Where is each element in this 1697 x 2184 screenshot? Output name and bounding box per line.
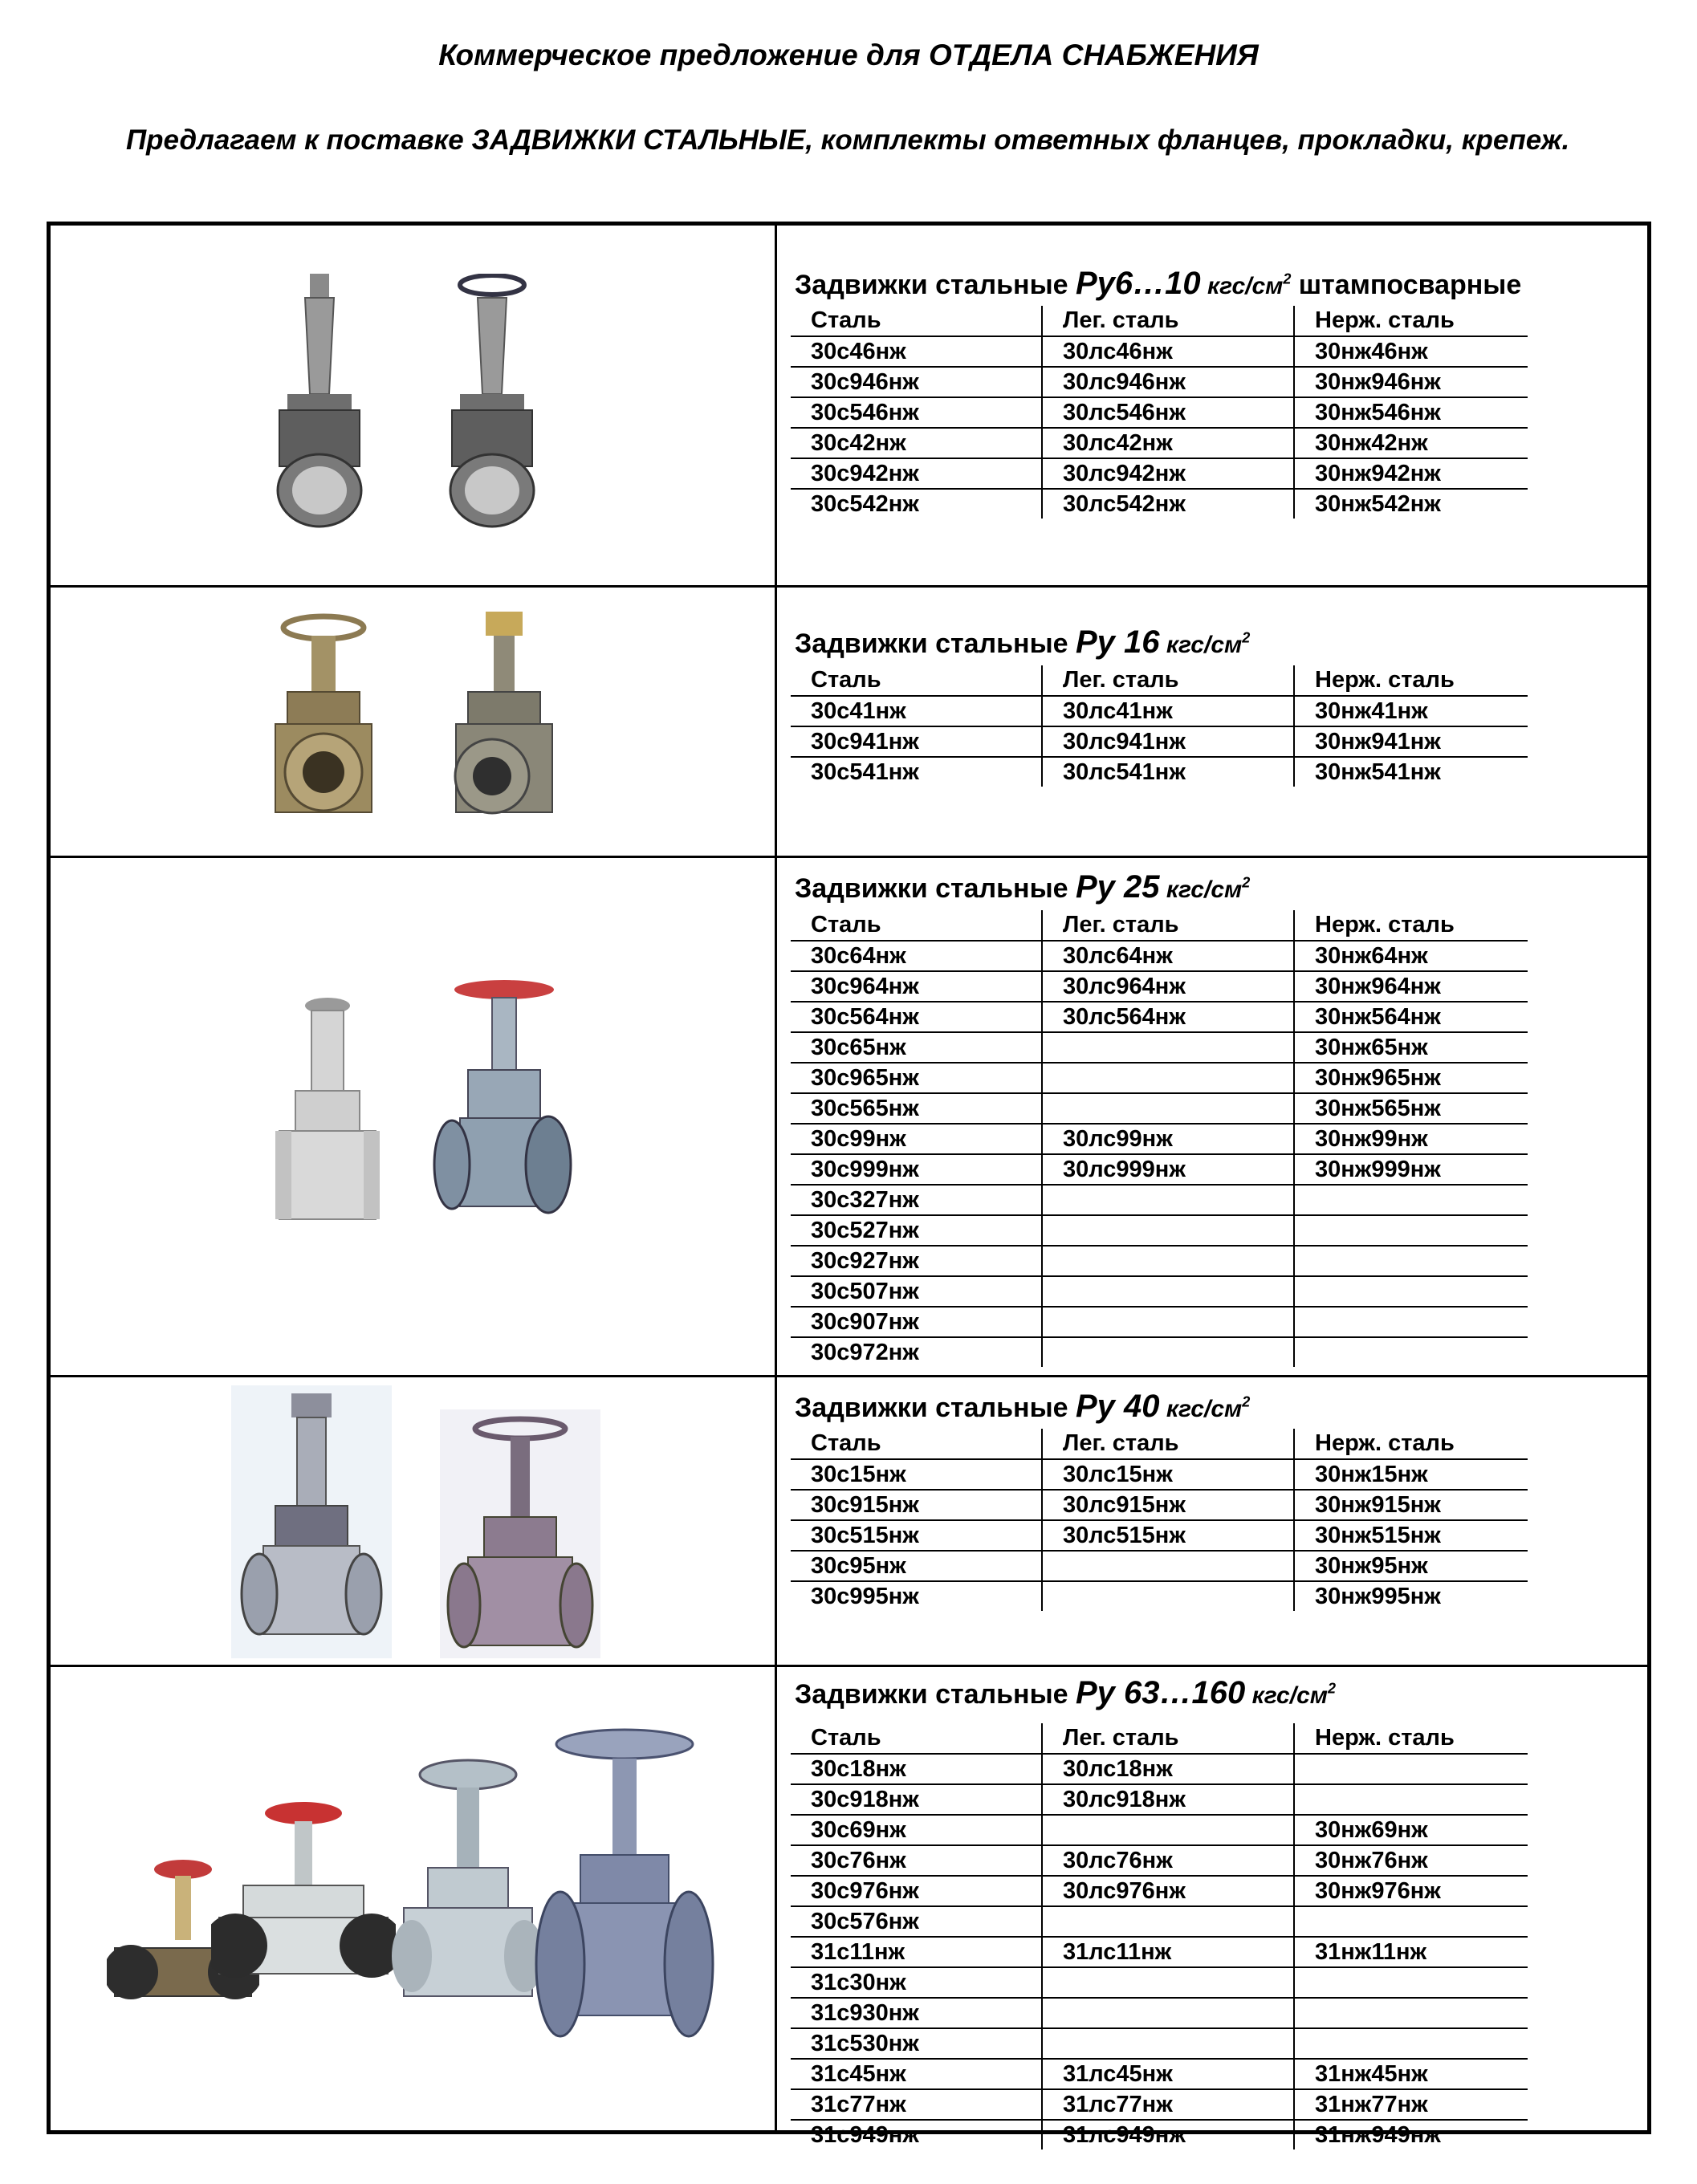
section-title — [795, 1675, 1336, 1711]
valve-model-cell: 30нж515нж — [1294, 1520, 1528, 1551]
valve-model-cell: 30лс964нж — [1042, 971, 1294, 1002]
column-header: Лег. сталь — [1042, 306, 1294, 336]
pressure-unit: кгс/см — [1159, 876, 1243, 903]
column-header: Сталь — [791, 910, 1042, 941]
table-row — [791, 1520, 1528, 1551]
valve-model-cell: 30с41нж — [791, 696, 1042, 726]
table-row — [791, 696, 1528, 726]
valve-model-cell: 30нж95нж — [1294, 1551, 1528, 1581]
valve-model-cell: 30с564нж — [791, 1002, 1042, 1032]
table-row — [791, 971, 1528, 1002]
valve-model-cell: 30с76нж — [791, 1845, 1042, 1876]
section-ru6-10 — [51, 226, 1647, 588]
gate-valve-steel-image — [231, 1385, 392, 1658]
section-ru16 — [51, 588, 1647, 858]
table-row — [791, 489, 1528, 519]
valve-model-cell: 31лс11нж — [1042, 1937, 1294, 1967]
valve-model-cell: 30с46нж — [791, 336, 1042, 367]
gate-valve-purple-image — [440, 1409, 600, 1658]
valve-model-cell: 30нж46нж — [1294, 336, 1528, 367]
table-row — [791, 1998, 1528, 2028]
valve-model-cell — [1042, 1032, 1294, 1063]
table-row — [791, 1581, 1528, 1611]
table-row — [791, 1937, 1528, 1967]
catalog-frame — [47, 222, 1651, 2148]
image-cell — [51, 588, 777, 856]
table-row — [791, 1002, 1528, 1032]
globe-valve-red-wheel-image — [211, 1796, 396, 2012]
pressure-unit: кгс/см — [1200, 273, 1284, 299]
table-row — [791, 1276, 1528, 1307]
valve-model-cell — [1042, 1967, 1294, 1998]
table-row — [791, 367, 1528, 397]
valve-model-cell: 30нж65нж — [1294, 1032, 1528, 1063]
valve-model-cell — [1294, 1906, 1528, 1937]
valve-model-cell: 30с965нж — [791, 1063, 1042, 1093]
valve-model-cell: 30с507нж — [791, 1276, 1042, 1307]
valve-model-cell — [1042, 2028, 1294, 2059]
column-header: Нерж. сталь — [1294, 1429, 1528, 1459]
table-row — [791, 1967, 1528, 1998]
pressure-rating: Ру 63…160 — [1075, 1675, 1246, 1710]
valve-model-cell: 30нж76нж — [1294, 1845, 1528, 1876]
unit-superscript: 2 — [1242, 1393, 1251, 1410]
table-header — [791, 665, 1528, 696]
table-row — [791, 1093, 1528, 1124]
pressure-unit: кгс/см — [1245, 1682, 1328, 1709]
valve-model-cell — [1294, 1276, 1528, 1307]
valve-model-cell: 30с69нж — [791, 1815, 1042, 1845]
stamped-valve-handwheel-image — [436, 274, 548, 531]
table-row — [791, 1784, 1528, 1815]
valve-model-cell: 30лс542нж — [1042, 489, 1294, 519]
valve-model-cell: 30с95нж — [791, 1551, 1042, 1581]
valve-model-cell: 31лс45нж — [1042, 2059, 1294, 2089]
info-cell — [777, 226, 1647, 585]
valve-model-cell: 30лс976нж — [1042, 1876, 1294, 1906]
valve-model-cell: 30нж99нж — [1294, 1124, 1528, 1154]
valve-model-cell: 30с515нж — [791, 1520, 1042, 1551]
valve-model-cell: 30нж564нж — [1294, 1002, 1528, 1032]
valve-model-cell: 31с949нж — [811, 2121, 919, 2148]
section-ru63-160 — [51, 1667, 1647, 2148]
section-title — [795, 869, 1250, 905]
valve-model-cell: 31лс949нж — [1042, 2120, 1294, 2149]
valve-model-cell — [1294, 1246, 1528, 1276]
valve-model-cell — [1294, 2028, 1528, 2059]
table-row — [791, 2120, 1528, 2149]
image-cell — [51, 1667, 777, 2130]
column-header: Лег. сталь — [1042, 1723, 1294, 1754]
valve-table — [791, 1429, 1528, 1611]
column-header: Лег. сталь — [1042, 910, 1294, 941]
valve-model-cell: 30лс18нж — [1042, 1754, 1294, 1784]
valve-model-cell: 30нж541нж — [1294, 757, 1528, 787]
valve-model-cell: 30нж41нж — [1294, 696, 1528, 726]
table-row — [791, 1551, 1528, 1581]
unit-superscript: 2 — [1242, 629, 1251, 646]
valve-model-cell: 30лс41нж — [1042, 696, 1294, 726]
valve-model-cell — [1042, 1307, 1294, 1337]
info-cell — [777, 588, 1647, 856]
table-row — [791, 1815, 1528, 1845]
valve-table — [791, 306, 1528, 519]
valve-model-cell: 30лс515нж — [1042, 1520, 1294, 1551]
page-subtitle: Предлагаем к поставке ЗАДВИЖКИ СТАЛЬНЫЕ, комплекты ответных фланцев, прокладки, крепеж. — [126, 124, 1570, 156]
column-header: Сталь — [791, 1429, 1042, 1459]
column-header: Лег. сталь — [1042, 665, 1294, 696]
table-row — [791, 397, 1528, 428]
image-cell — [51, 858, 777, 1375]
valve-model-cell: 30с964нж — [791, 971, 1042, 1002]
valve-model-cell: 30с527нж — [791, 1215, 1042, 1246]
title-prefix: Задвижки стальные — [795, 1679, 1076, 1710]
title-prefix: Задвижки стальные — [795, 873, 1076, 904]
table-row — [791, 1063, 1528, 1093]
valve-model-cell: 31нж949нж — [1294, 2120, 1528, 2149]
unit-superscript: 2 — [1327, 1680, 1336, 1697]
valve-model-cell — [1042, 1337, 1294, 1367]
valve-model-cell: 30с565нж — [791, 1093, 1042, 1124]
valve-model-cell: 30лс76нж — [1042, 1845, 1294, 1876]
table-row — [791, 1845, 1528, 1876]
valve-model-cell: 30с18нж — [791, 1754, 1042, 1784]
table-row — [791, 1337, 1528, 1367]
valve-model-cell: 30нж965нж — [1294, 1063, 1528, 1093]
valve-model-cell: 30лс918нж — [1042, 1784, 1294, 1815]
valve-model-cell: 30с918нж — [791, 1784, 1042, 1815]
valve-model-cell: 30нж69нж — [1294, 1815, 1528, 1845]
gate-valve-light-gray-image — [267, 994, 388, 1235]
valve-model-cell: 30нж941нж — [1294, 726, 1528, 757]
table-row — [791, 1307, 1528, 1337]
valve-model-cell: 30лс564нж — [1042, 1002, 1294, 1032]
title-prefix: Задвижки стальные — [795, 628, 1076, 659]
table-row — [791, 1754, 1528, 1784]
valve-model-cell: 31с11нж — [791, 1937, 1042, 1967]
stamped-valve-image — [263, 274, 376, 531]
valve-model-cell: 30лс941нж — [1042, 726, 1294, 757]
table-row — [791, 1876, 1528, 1906]
table-row — [791, 1459, 1528, 1490]
valve-model-cell — [1042, 1185, 1294, 1215]
valve-model-cell: 30нж542нж — [1294, 489, 1528, 519]
valve-model-cell: 31лс77нж — [1042, 2089, 1294, 2120]
valve-model-cell: 30лс99нж — [1042, 1124, 1294, 1154]
valve-model-cell — [1042, 1998, 1294, 2028]
table-row — [791, 1154, 1528, 1185]
valve-model-cell: 31с77нж — [791, 2089, 1042, 2120]
column-header: Сталь — [791, 1723, 1042, 1754]
valve-model-cell: 30нж15нж — [1294, 1459, 1528, 1490]
table-header — [791, 1723, 1528, 1754]
valve-model-cell: 30с999нж — [791, 1154, 1042, 1185]
column-header: Нерж. сталь — [1294, 910, 1528, 941]
valve-model-cell: 30с941нж — [791, 726, 1042, 757]
valve-model-cell: 30с976нж — [791, 1876, 1042, 1906]
valve-model-cell: 30с546нж — [791, 397, 1042, 428]
valve-model-cell: 31с30нж — [791, 1967, 1042, 1998]
valve-model-cell: 30нж546нж — [1294, 397, 1528, 428]
table-row — [791, 1906, 1528, 1937]
valve-model-cell: 30с576нж — [791, 1906, 1042, 1937]
valve-model-cell: 30нж995нж — [1294, 1581, 1528, 1611]
info-cell — [777, 1667, 1647, 2148]
table-row — [791, 1215, 1528, 1246]
table-header — [791, 910, 1528, 941]
valve-model-cell — [1042, 1276, 1294, 1307]
valve-table — [791, 665, 1528, 787]
valve-model-cell — [1294, 1337, 1528, 1367]
table-row — [791, 1124, 1528, 1154]
table-row — [791, 1032, 1528, 1063]
column-header: Лег. сталь — [1042, 1429, 1294, 1459]
valve-model-cell — [1042, 1551, 1294, 1581]
column-header: Сталь — [791, 306, 1042, 336]
table-row — [791, 336, 1528, 367]
valve-model-cell — [1042, 1246, 1294, 1276]
column-header: Нерж. сталь — [1294, 665, 1528, 696]
pressure-rating: Ру 40 — [1075, 1389, 1160, 1424]
valve-model-cell: 30лс15нж — [1042, 1459, 1294, 1490]
valve-model-cell: 31с45нж — [791, 2059, 1042, 2089]
info-cell — [777, 1377, 1647, 1665]
image-cell — [51, 226, 777, 585]
unit-superscript: 2 — [1242, 874, 1251, 891]
valve-model-cell — [1294, 1185, 1528, 1215]
valve-model-cell — [1294, 1307, 1528, 1337]
valve-model-cell — [1042, 1063, 1294, 1093]
valve-model-cell: 30с942нж — [791, 458, 1042, 489]
valve-model-cell — [1042, 1093, 1294, 1124]
table-row — [791, 1246, 1528, 1276]
valve-model-cell: 30нж964нж — [1294, 971, 1528, 1002]
valve-model-cell: 30с541нж — [811, 759, 919, 785]
valve-model-cell: 30лс46нж — [1042, 336, 1294, 367]
gate-valve-large-image — [532, 1723, 717, 2052]
valve-model-cell: 30лс942нж — [1042, 458, 1294, 489]
table-row — [791, 458, 1528, 489]
valve-model-cell — [1294, 1784, 1528, 1815]
valve-model-cell: 30с946нж — [791, 367, 1042, 397]
page-title: Коммерческое предложение для ОТДЕЛА СНАБЖЕНИЯ — [438, 39, 1259, 71]
pressure-rating: Ру6…10 — [1075, 266, 1201, 301]
valve-model-cell: 30с907нж — [791, 1307, 1042, 1337]
table-row — [791, 428, 1528, 458]
valve-model-cell: 30с915нж — [791, 1490, 1042, 1520]
section-title — [795, 624, 1250, 661]
valve-model-cell: 30с995нж — [811, 1583, 919, 1609]
valve-model-cell: 30нж942нж — [1294, 458, 1528, 489]
section-ru40 — [51, 1377, 1647, 1667]
table-header — [791, 306, 1528, 336]
valve-model-cell: 30лс915нж — [1042, 1490, 1294, 1520]
valve-model-cell: 30нж946нж — [1294, 367, 1528, 397]
gate-valve-welded-image — [388, 1755, 548, 2028]
title-suffix: штампосварные — [1291, 270, 1522, 300]
valve-model-cell: 30лс64нж — [1042, 941, 1294, 971]
valve-model-cell: 31нж77нж — [1294, 2089, 1528, 2120]
valve-model-cell: 30нж999нж — [1294, 1154, 1528, 1185]
unit-superscript: 2 — [1283, 270, 1292, 287]
valve-model-cell: 31с930нж — [791, 1998, 1042, 2028]
valve-model-cell — [1042, 1906, 1294, 1937]
section-ru25 — [51, 858, 1647, 1377]
valve-model-cell: 30нж976нж — [1294, 1876, 1528, 1906]
valve-model-cell: 30нж915нж — [1294, 1490, 1528, 1520]
column-header: Сталь — [791, 665, 1042, 696]
valve-model-cell — [1042, 1215, 1294, 1246]
section-title — [795, 266, 1521, 302]
table-row — [791, 726, 1528, 757]
pressure-unit: кгс/см — [1159, 1396, 1243, 1422]
table-row — [791, 2089, 1528, 2120]
valve-model-cell: 30с65нж — [791, 1032, 1042, 1063]
pressure-unit: кгс/см — [1159, 632, 1243, 658]
valve-model-cell: 30с42нж — [791, 428, 1042, 458]
valve-model-cell: 30лс541нж — [1042, 757, 1294, 787]
valve-model-cell: 30нж42нж — [1294, 428, 1528, 458]
section-title — [795, 1389, 1250, 1425]
valve-model-cell: 30лс999нж — [1042, 1154, 1294, 1185]
valve-model-cell: 30нж565нж — [1294, 1093, 1528, 1124]
valve-table — [791, 910, 1528, 1367]
valve-model-cell — [1294, 1967, 1528, 1998]
valve-model-cell: 30с542нж — [811, 490, 919, 517]
table-header — [791, 1429, 1528, 1459]
valve-model-cell: 31с530нж — [791, 2028, 1042, 2059]
table-row — [791, 757, 1528, 787]
image-cell — [51, 1377, 777, 1665]
valve-model-cell — [1294, 1998, 1528, 2028]
gate-valve-gray-image — [436, 604, 572, 836]
gate-valve-blue-red-wheel-image — [428, 978, 580, 1235]
valve-model-cell — [1042, 1815, 1294, 1845]
info-cell — [777, 858, 1647, 1375]
valve-model-cell: 30лс946нж — [1042, 367, 1294, 397]
valve-model-cell: 30с327нж — [791, 1185, 1042, 1215]
title-prefix: Задвижки стальные — [795, 1393, 1076, 1423]
valve-model-cell — [1294, 1754, 1528, 1784]
valve-model-cell: 30с99нж — [791, 1124, 1042, 1154]
valve-model-cell: 30с15нж — [791, 1459, 1042, 1490]
table-row — [791, 941, 1528, 971]
table-row — [791, 1185, 1528, 1215]
valve-model-cell — [1294, 1215, 1528, 1246]
valve-model-cell: 30нж64нж — [1294, 941, 1528, 971]
valve-model-cell: 30с972нж — [811, 1339, 919, 1365]
valve-model-cell: 31нж45нж — [1294, 2059, 1528, 2089]
valve-model-cell: 30лс42нж — [1042, 428, 1294, 458]
valve-model-cell — [1042, 1581, 1294, 1611]
valve-table — [791, 1723, 1528, 2149]
column-header: Нерж. сталь — [1294, 306, 1528, 336]
table-row — [791, 1490, 1528, 1520]
pressure-rating: Ру 16 — [1075, 624, 1160, 660]
table-row — [791, 2028, 1528, 2059]
title-prefix: Задвижки стальные — [795, 270, 1076, 300]
valve-model-cell: 30с927нж — [791, 1246, 1042, 1276]
valve-model-cell: 31нж11нж — [1294, 1937, 1528, 1967]
pressure-rating: Ру 25 — [1075, 869, 1160, 905]
valve-model-cell: 30лс546нж — [1042, 397, 1294, 428]
column-header: Нерж. сталь — [1294, 1723, 1528, 1754]
table-row — [791, 2059, 1528, 2089]
valve-model-cell: 30с64нж — [791, 941, 1042, 971]
gate-valve-brass-image — [255, 612, 392, 836]
